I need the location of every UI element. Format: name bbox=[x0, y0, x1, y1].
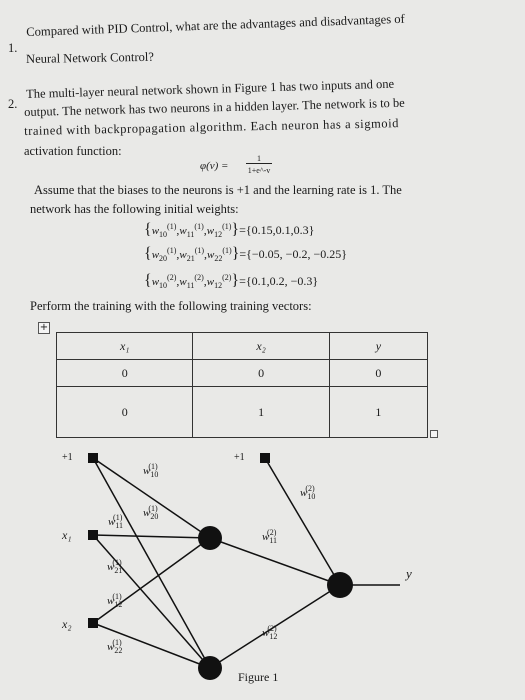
table-cell: 0 bbox=[57, 387, 193, 438]
w10-1-label: $w_{10}^{(1)}$ bbox=[143, 462, 159, 479]
weights-row-1: $\{w_{10}^{(1)},w_{11}^{(1)},w_{12}^{(1)}\}=\{0.15,0.1,0.3\}$ bbox=[144, 221, 315, 239]
bias-node-1 bbox=[88, 453, 98, 463]
q2-line3: trained with backpropagation algorithm. Each neuron has a sigmoid bbox=[23, 116, 400, 138]
w11-1-label: $w_{11}^{(1)}$ bbox=[108, 513, 124, 530]
table-cell: 0 bbox=[329, 360, 427, 387]
figure-caption: Figure 1 bbox=[238, 670, 279, 684]
weights-row-3-values: ={0.1,0.2, −0.3} bbox=[239, 274, 319, 288]
w21-1-label: $w_{21}^{(1)}$ bbox=[107, 558, 123, 575]
formula-denominator: 1+e^-v bbox=[247, 166, 271, 175]
header-x2: x₂ bbox=[193, 333, 329, 360]
hidden-neuron-1 bbox=[198, 526, 222, 550]
perform-line: Perform the training with the following training vectors: bbox=[30, 299, 312, 313]
header-y: y bbox=[329, 333, 427, 360]
y-label: y bbox=[406, 566, 412, 581]
input-node-x1 bbox=[88, 530, 98, 540]
q1-line2: Neural Network Control? bbox=[25, 49, 154, 66]
input-node-x2 bbox=[88, 618, 98, 628]
q2-line4: activation function: bbox=[24, 144, 122, 158]
weights-row-3: $\{w_{10}^{(2)},w_{11}^{(2)},w_{12}^{(2)}\}=\{0.1,0.2$, −0.3} bbox=[144, 272, 319, 290]
x1-label: x₁ bbox=[62, 528, 72, 542]
weights-row-1-values: ={0.15,0.1,0.3} bbox=[239, 223, 315, 237]
w22-1-label: $w_{22}^{(1)}$ bbox=[107, 638, 123, 655]
network-connections bbox=[93, 458, 400, 668]
hidden-neuron-2 bbox=[198, 656, 222, 680]
table-cell: 1 bbox=[329, 387, 427, 438]
q2-line2: output. The network has two neurons in a hidden layer. The network is to be bbox=[23, 95, 405, 119]
bias-node-2 bbox=[260, 453, 270, 463]
assume-line1: Assume that the biases to the neurons is +1 and the learning rate is 1. The bbox=[34, 183, 402, 197]
header-x1: x₁ bbox=[57, 333, 193, 360]
table-cell: 1 bbox=[193, 387, 329, 438]
w20-1-label: $w_{20}^{(1)}$ bbox=[143, 504, 159, 521]
w10-2-label: $w_{10}^{(2)}$ bbox=[300, 484, 316, 501]
assume-line2: network has the following initial weights: bbox=[30, 202, 239, 216]
bias-label-2: +1 bbox=[234, 452, 245, 463]
output-neuron bbox=[327, 572, 353, 598]
table-cell: 0 bbox=[57, 360, 193, 387]
table-expand-icon[interactable]: + bbox=[39, 322, 49, 333]
q1-line1: Compared with PID Control, what are the advantages and disadvantages of bbox=[25, 11, 405, 39]
w12-1-label: $w_{12}^{(1)}$ bbox=[107, 592, 123, 609]
q1-number: 1. bbox=[8, 41, 18, 55]
weights-row-2: $\{w_{20}^{(1)},w_{21}^{(1)},w_{22}^{(1)}\}=\{-0.05$, −0.2, −0.25} bbox=[144, 245, 347, 263]
weights-row-2-values: ={−0.05, −0.2, −0.25} bbox=[239, 247, 347, 261]
w11-2-label: $w_{11}^{(2)}$ bbox=[262, 528, 278, 545]
q2-line1: The multi-layer neural network shown in Figure 1 has two inputs and one bbox=[25, 76, 395, 101]
x2-label: x₂ bbox=[62, 617, 72, 631]
bias-label-1: +1 bbox=[62, 452, 73, 463]
w12-2-label: $w_{12}^{(2)}$ bbox=[262, 624, 278, 641]
formula-lhs: φ(v) = bbox=[200, 160, 229, 172]
formula-numerator: 1 bbox=[246, 154, 272, 164]
table-cell: 0 bbox=[193, 360, 329, 387]
q2-number: 2. bbox=[8, 97, 18, 111]
